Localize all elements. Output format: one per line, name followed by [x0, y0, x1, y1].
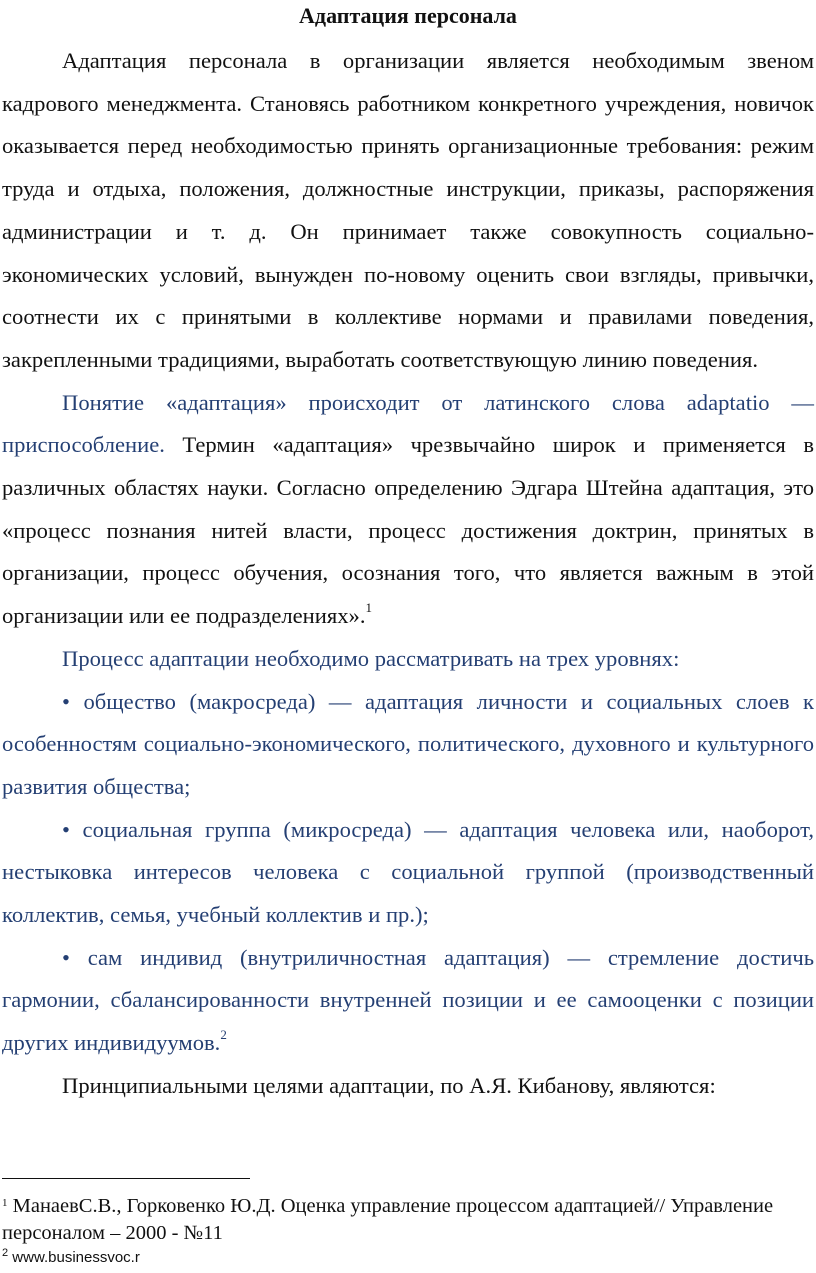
- definition-highlight: Понятие «адаптация» происходит от латинского слова adaptatio — приспособление.: [2, 389, 814, 458]
- footnote-ref-2: 2: [220, 1027, 227, 1043]
- footnote-1: [2, 1193, 814, 1247]
- paragraph-goals: Принципиальными целями адаптации, по А.Я. Кибанову, являются:: [62, 1072, 716, 1098]
- document-title: Адаптация персонала: [299, 3, 517, 28]
- list-item-society: • общество (макросреда) — адаптация личности и социальных слоев к особенностям социально-экономического, политического, духовного и культурного развития общества;: [2, 688, 814, 799]
- definition-text: Термин «адаптация» чрезвычайно широк и применяется в различных областях науки. Согласно определению Эдгара Штейна адаптация, это «процесс познания нитей власти, процесс достижения доктрин, принятых в организации, процесс обучения, осознания того, что является важным в этой организации или ее подразделениях».: [2, 432, 814, 629]
- list-item-social-group: • социальная группа (микросреда) — адаптация человека или, наоборот, нестыковка интересов человека с социальной группой (производственный коллектив, семья, учебный коллектив и пр.);: [2, 816, 814, 928]
- footnote-2-text: www.businessvoc.r: [8, 1249, 140, 1266]
- footnote-ref-1: 1: [365, 600, 372, 616]
- footnote-2: [2, 1248, 814, 1268]
- footnote-separator: [2, 1178, 250, 1179]
- footnote-2-mark: 2: [2, 1247, 9, 1259]
- list-item-individual: [2, 937, 814, 1065]
- footnote-1-text: МанаевС.В., Горковенко Ю.Д. Оценка управление процессом адаптацией// Управление персоналом – 2000 - №11: [2, 1195, 774, 1244]
- paragraph-levels-heading: Процесс адаптации необходимо рассматривать на трех уровнях:: [62, 645, 680, 671]
- paragraph-intro: Адаптация персонала в организации является необходимым звеном кадрового менеджмента. Становясь работником конкретного учреждения, новичок оказывается перед необходимостью принять организационные требования: режим труда и отдыха, положения, должностные инструкции, приказы, распоряжения администрации и т. д. Он принимает также совокупность социально-экономических условий, вынужден по-новому оценить свои взгляды, привычки, соотнести их с принятыми в коллективе нормами и правилами поведения, закрепленными традициями, выработать соответствующую линию поведения.: [2, 48, 814, 372]
- list-item-individual-text: • сам индивид (внутриличностная адаптация) — стремление достичь гармонии, сбалансированности внутренней позиции и ее самооценки с позиции других индивидуумов.: [2, 944, 814, 1056]
- paragraph-definition: [2, 382, 814, 638]
- footnote-1-mark: 1: [2, 1197, 8, 1209]
- document-body: [2, 40, 814, 1108]
